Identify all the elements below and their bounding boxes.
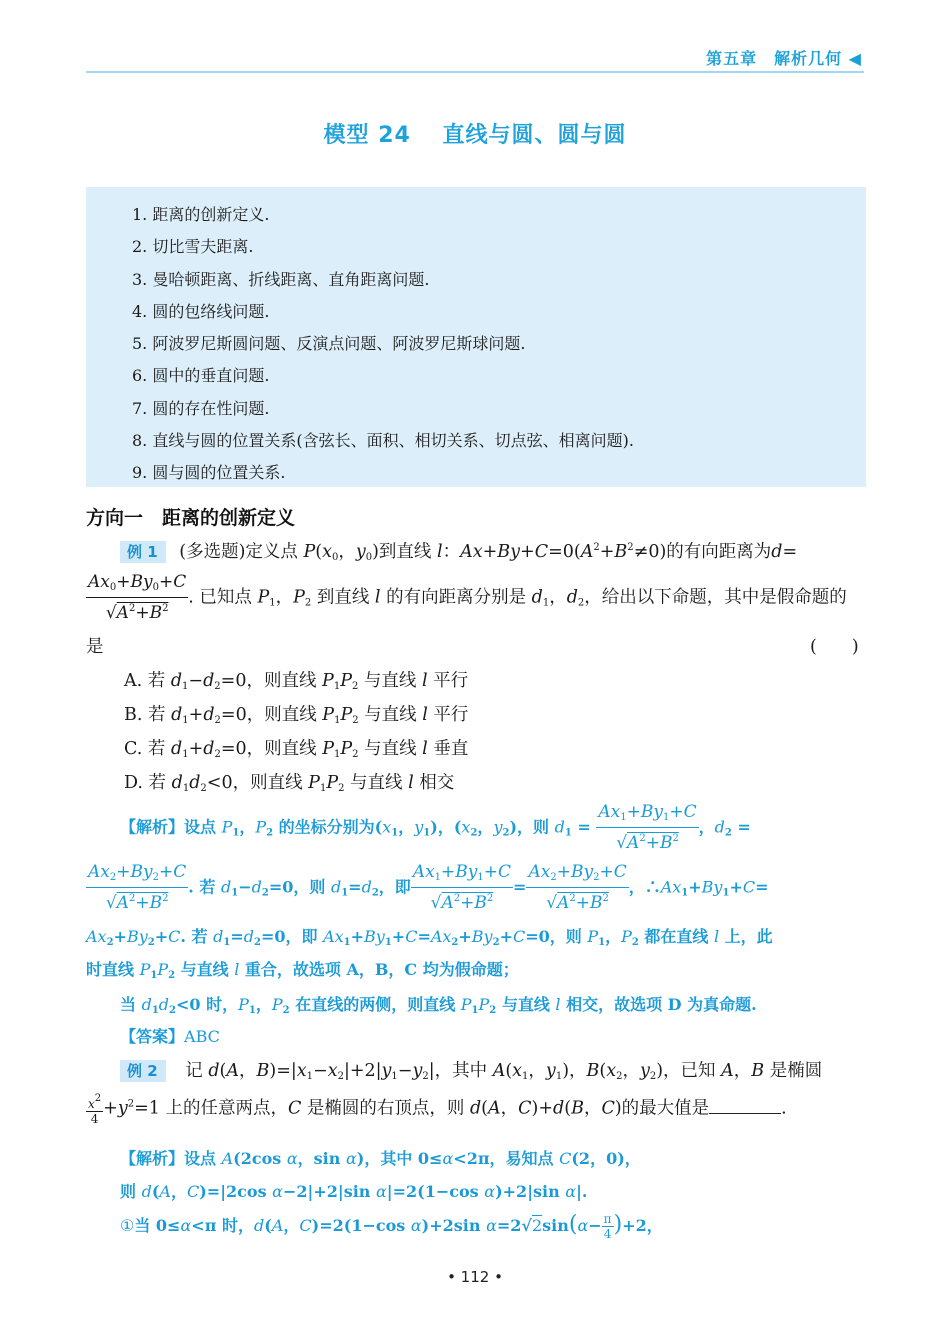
example1-statement-line2: $\frac{Ax_0+By_0+C}{√A^2+B^2}$ . 已知点 $P_1$，$P_2$ 到直线 l 的有向距离分别是 $d_1$，$d_2$，给出以下命题，其中是假命题的	[88, 572, 847, 623]
answer-value: ABC	[184, 1027, 220, 1046]
analysis1-line2: $\frac{Ax_2+By_2+C}{√A^2+B^2}$ . 若 $d_1-d_2=0$，则 $d_1=d_2$，即 $\frac{Ax_1+By_1+C}{√A^2+B^2}$ = $\frac{Ax_2+By_2+C}{√A^2+B^2}$ ，$\therefore Ax_1+By_1+C=$	[88, 862, 769, 913]
option-c-letter: C.	[124, 739, 143, 759]
header-divider	[86, 71, 864, 73]
analysis-label: 【解析】	[120, 817, 185, 837]
analysis1-line4: 时直线 $P_1P_2$ 与直线 l 重合，故选项 A，B，C 均为假命题；	[86, 960, 519, 981]
chapter-header: 第五章 解析几何 ◀	[706, 49, 862, 68]
analysis1-line5: 当 $d_1d_2<0$ 时，$P_1$，$P_2$ 在直线的两侧，则直线 $P_1P_2$ 与直线 l 相交，故选项 D 为真命题.	[120, 995, 757, 1016]
fill-blank	[709, 1097, 781, 1114]
analysis1-line1: 【解析】设点 $P_1$，$P_2$ 的坐标分别为($x_1$，$y_1$)，($x_2$，$y_2$)，则 $d_1$ = $\frac{Ax_1+By_1+C}{√A^2+B^2}$ ，$d_2$ =	[120, 802, 751, 853]
option-c: C. 若 $d_1+d_2=0$，则直线 $P_1P_2$ 与直线 l 垂直	[124, 739, 469, 760]
analysis2-line3: ①当 0≤α<π 时，d(A，C)=2(1−cos α)+2sin α=2√2sin(α− $\frac{\pi}{4}$ )+2，	[120, 1211, 663, 1241]
analysis2-line1: 【解析】设点 A(2cos α，sin α)，其中 0≤α<2π，易知点 C(2，0)，	[120, 1149, 641, 1168]
outline-list	[86, 187, 866, 490]
outline-item: 3. 曼哈顿距离、折线距离、直角距离问题.	[132, 269, 430, 289]
option-d: D. 若 $d_1d_2<0$，则直线 $P_1P_2$ 与直线 l 相交	[124, 773, 455, 794]
outline-item: 1. 距离的创新定义.	[132, 205, 270, 224]
ellipse-fraction: $\frac{x^2}{4}$	[88, 1093, 102, 1126]
outline-item: 9. 圆与圆的位置关系.	[132, 463, 286, 483]
outline-item: 7. 圆的存在性问题.	[132, 398, 270, 418]
option-d-letter: D.	[124, 773, 143, 793]
answer-bracket: ( )	[810, 637, 859, 657]
option-b: B. 若 $d_1+d_2=0$，则直线 $P_1P_2$ 与直线 l 平行	[124, 705, 469, 726]
outline-item: 8. 直线与圆的位置关系(含弦长、面积、相切关系、切点弦、相离问题).	[132, 431, 634, 451]
circled-number: ①	[120, 1216, 135, 1235]
analysis2-line2: 则 d(A，C)=|2cos α−2|+2|sin α|=2(1−cos α)+2|sin α|.	[120, 1182, 588, 1201]
answer-line	[120, 1024, 220, 1047]
outline-item: 5. 阿波罗尼斯圆问题、反演点问题、阿波罗尼斯球问题.	[132, 334, 526, 354]
example2-statement-line1: 例 2 记 d(A，$B)=|x_1-x_2|+2|y_1-y_2|$，其中 $A(x_1$，$y_1$)，$B(x_2$，$y_2$)，已知 A，B 是椭圆	[120, 1057, 822, 1082]
analysis-label: 【解析】	[120, 1149, 185, 1168]
example1-tag: (多选题)	[179, 542, 246, 562]
page-number: • 112 •	[447, 1268, 503, 1286]
example1-statement-line1: 例 1 (多选题)定义点 $P(x_0$，$y_0$)到直线 l：$Ax+By+C=0(A^2+B^2\ne 0)$的有向距离为d=	[120, 538, 797, 563]
distance-formula: $\frac{Ax_0+By_0+C}{√A^2+B^2}$	[88, 572, 187, 623]
section-heading: 方向一 距离的创新定义	[86, 507, 296, 529]
example1-badge: 例 1	[120, 541, 166, 563]
option-a-letter: A.	[124, 671, 143, 691]
outline-item: 6. 圆中的垂直问题.	[132, 366, 270, 386]
option-a: A. 若 $d_1-d_2=0$，则直线 $P_1P_2$ 与直线 l 平行	[124, 671, 469, 692]
option-b-letter: B.	[124, 705, 143, 725]
example2-statement-line2: $\frac{x^2}{4}$ $+y^2=1$ 上的任意两点，C 是椭圆的右顶点，则 d(A，C)+d(B，C)的最大值是 .	[88, 1093, 787, 1126]
answer-label: 【答案】	[120, 1027, 185, 1046]
page-title: 模型 24 直线与圆、圆与圆	[323, 123, 627, 148]
outline-box	[86, 187, 866, 487]
analysis1-line3: $Ax_2+By_2+C$. 若 $d_1=d_2=0$，即 $Ax_1+By_1+C=Ax_2+By_2+C=0$，则 $P_1$，$P_2$ 都在直线 l 上，此	[86, 927, 773, 948]
outline-item: 4. 圆的包络线问题.	[132, 301, 270, 321]
example2-badge: 例 2	[120, 1060, 166, 1082]
example1-statement-line3: 是	[86, 637, 104, 657]
outline-item: 2. 切比雪夫距离.	[132, 237, 254, 257]
